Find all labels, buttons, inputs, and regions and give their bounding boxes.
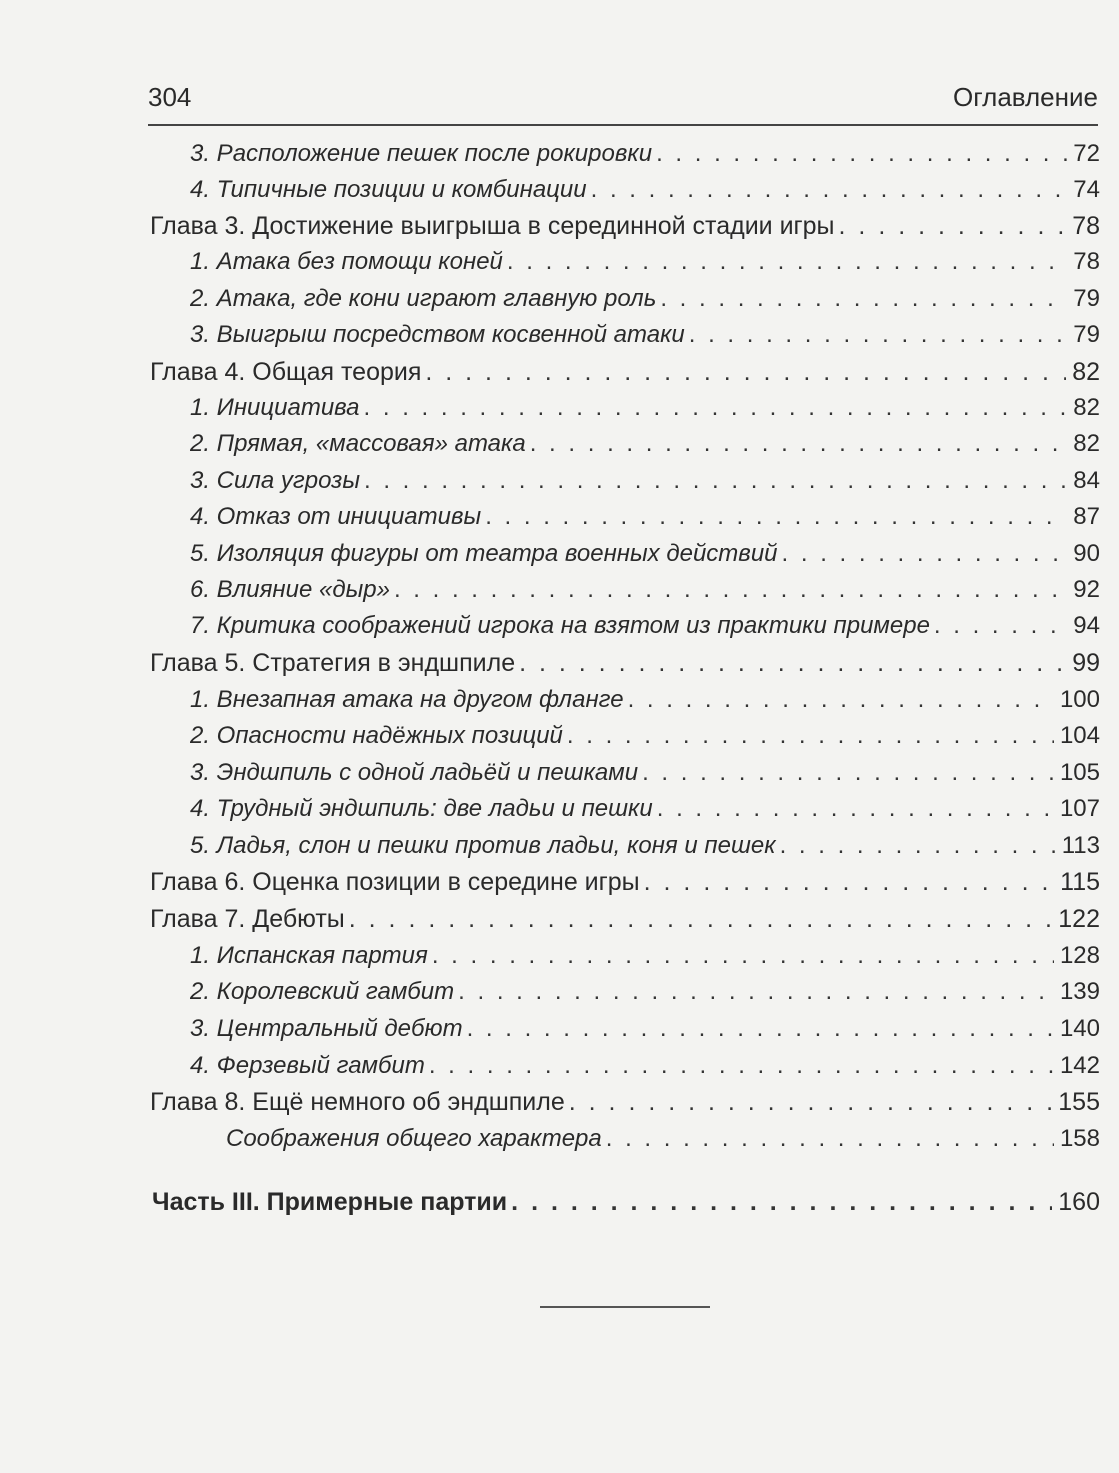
dot-leader xyxy=(780,832,1056,860)
toc-entry-page: 115 xyxy=(1060,868,1100,896)
toc-entry-title: 3. Выигрыш посредством косвенной атаки xyxy=(190,321,685,348)
dot-leader xyxy=(429,1052,1054,1080)
dot-leader xyxy=(394,576,1067,604)
toc-entry xyxy=(150,649,1100,685)
toc-entry-title: 7. Критика соображений игрока на взятом из практики примере xyxy=(190,612,930,639)
toc-entry xyxy=(190,140,1100,176)
dot-leader xyxy=(425,358,1066,387)
toc-entry-title: 1. Испанская партия xyxy=(190,942,428,969)
toc-entry xyxy=(190,1052,1100,1088)
dot-leader xyxy=(567,722,1054,750)
toc-entry xyxy=(190,942,1100,978)
toc-entry xyxy=(190,430,1100,466)
toc-entry-title: 4. Типичные позиции и комбинации xyxy=(190,176,587,203)
toc-entry-title: 3. Эндшпиль с одной ладьёй и пешками xyxy=(190,759,639,786)
toc-entry-page: 158 xyxy=(1059,1125,1100,1152)
dot-leader xyxy=(364,467,1067,495)
toc-entry-page: 78 xyxy=(1072,212,1100,240)
toc-entry-page: 140 xyxy=(1059,1015,1100,1042)
toc-entry-title: Глава 5. Стратегия в эндшпиле xyxy=(150,649,516,677)
toc-entry-title: 6. Влияние «дыр» xyxy=(190,576,390,603)
toc-entry-title: 2. Прямая, «массовая» атака xyxy=(190,430,526,457)
dot-leader xyxy=(507,248,1067,276)
toc-entry-title: Глава 8. Ещё немного об эндшпиле xyxy=(150,1088,565,1116)
toc-entry xyxy=(190,759,1100,795)
toc-entry-title: 4. Ферзевый гамбит xyxy=(190,1052,425,1079)
toc-entry-page: 142 xyxy=(1059,1052,1100,1079)
toc-entry xyxy=(190,503,1100,539)
toc-entry-title: 1. Внезапная атака на другом фланге xyxy=(190,686,624,713)
toc-entry-page: 128 xyxy=(1059,942,1100,969)
page-number: 304 xyxy=(148,82,192,112)
toc-entry-title: 5. Изоляция фигуры от театра военных действий xyxy=(190,540,778,567)
toc-entry-page: 155 xyxy=(1058,1088,1100,1116)
dot-leader xyxy=(467,1015,1054,1043)
toc-entry-page: 100 xyxy=(1059,686,1100,713)
toc-entry-page: 87 xyxy=(1073,503,1100,530)
toc-entry-title: Соображения общего характера xyxy=(226,1125,602,1152)
dot-leader xyxy=(656,140,1067,168)
toc-entry-page: 113 xyxy=(1061,832,1100,859)
toc-entry-page: 139 xyxy=(1059,978,1100,1005)
toc-entry-page: 78 xyxy=(1073,248,1100,275)
header-rule xyxy=(148,124,1098,126)
toc-entry xyxy=(190,686,1100,722)
toc-entry-page: 122 xyxy=(1058,905,1100,933)
dot-leader xyxy=(458,978,1054,1006)
toc-entry xyxy=(150,358,1100,394)
toc-entry xyxy=(152,1188,1100,1224)
dot-leader xyxy=(364,394,1068,422)
dot-leader xyxy=(644,868,1055,897)
toc-entry xyxy=(150,905,1100,941)
toc-entry-title: 4. Отказ от инициативы xyxy=(190,503,482,530)
toc-entry-title: Глава 7. Дебюты xyxy=(150,905,345,933)
toc-entry xyxy=(190,321,1100,357)
toc-entry-title: 3. Центральный дебют xyxy=(190,1015,463,1042)
toc-entry-page: 90 xyxy=(1073,540,1100,567)
toc-entry-page: 82 xyxy=(1072,358,1100,386)
toc-entry xyxy=(150,1088,1100,1124)
dot-leader xyxy=(530,430,1068,458)
dot-leader xyxy=(642,759,1054,787)
toc-entry-page: 82 xyxy=(1073,394,1100,421)
toc-entry-page: 99 xyxy=(1072,649,1100,677)
footer-rule xyxy=(540,1306,710,1308)
toc-entry-page: 104 xyxy=(1059,722,1100,749)
dot-leader xyxy=(569,1088,1053,1117)
toc-entry-title: Глава 3. Достижение выигрыша в серединной стадии игры xyxy=(150,212,835,240)
toc-entry xyxy=(190,1015,1100,1051)
toc-entry-title: 2. Опасности надёжных позиций xyxy=(190,722,563,749)
toc-entry-title: 2. Атака, где кони играют главную роль xyxy=(190,285,657,312)
dot-leader xyxy=(782,540,1068,568)
toc-entry-title: 3. Расположение пешек после рокировки xyxy=(190,140,653,167)
toc-entry xyxy=(190,176,1100,212)
toc-entry xyxy=(190,978,1100,1014)
toc-entry-title: Глава 4. Общая теория xyxy=(150,358,422,386)
toc-entry-title: 1. Инициатива xyxy=(190,394,360,421)
toc-entry xyxy=(150,868,1100,904)
dot-leader xyxy=(511,1188,1052,1217)
dot-leader xyxy=(689,321,1068,349)
toc-entry xyxy=(190,576,1100,612)
toc-entry-page: 79 xyxy=(1073,321,1100,348)
dot-leader xyxy=(485,503,1067,531)
toc-entry-page: 160 xyxy=(1058,1188,1100,1216)
toc-entry-page: 107 xyxy=(1059,795,1100,822)
toc-entry-title: 3. Сила угрозы xyxy=(190,467,360,494)
toc-entry xyxy=(190,467,1100,503)
toc-entry-page: 74 xyxy=(1073,176,1100,203)
toc-entry xyxy=(190,248,1100,284)
dot-leader xyxy=(839,212,1067,241)
toc-entry-page: 92 xyxy=(1073,576,1100,603)
toc-entry xyxy=(226,1125,1100,1161)
toc-entry-title: Часть III. Примерные партии xyxy=(152,1188,508,1216)
toc-entry-page: 79 xyxy=(1073,285,1100,312)
toc-entry xyxy=(190,394,1100,430)
toc-entry-page: 82 xyxy=(1073,430,1100,457)
toc-entry-title: Глава 6. Оценка позиции в середине игры xyxy=(150,868,640,896)
toc-entry xyxy=(190,540,1100,576)
running-title: Оглавление xyxy=(953,82,1098,112)
toc-entry xyxy=(150,212,1100,248)
dot-leader xyxy=(519,649,1066,678)
dot-leader xyxy=(432,942,1054,970)
page-header xyxy=(148,82,1098,116)
toc-entry-title: 2. Королевский гамбит xyxy=(190,978,455,1005)
toc-entry-title: 1. Атака без помощи коней xyxy=(190,248,503,275)
toc-entry xyxy=(190,285,1100,321)
toc-entry xyxy=(190,722,1100,758)
dot-leader xyxy=(349,905,1053,934)
toc-entry-page: 72 xyxy=(1073,140,1100,167)
toc-entry-page: 84 xyxy=(1073,467,1100,494)
toc-entry xyxy=(190,832,1100,868)
toc-entry-title: 4. Трудный эндшпиль: две ладьи и пешки xyxy=(190,795,653,822)
toc-entry xyxy=(190,795,1100,831)
dot-leader xyxy=(657,795,1054,823)
toc-entry-page: 105 xyxy=(1059,759,1100,786)
dot-leader xyxy=(628,686,1054,714)
toc-entry-page: 94 xyxy=(1073,612,1100,639)
toc-entry-title: 5. Ладья, слон и пешки против ладьи, коня и пешек xyxy=(190,832,776,859)
dot-leader xyxy=(660,285,1067,313)
dot-leader xyxy=(934,612,1067,640)
toc-entry xyxy=(190,612,1100,648)
dot-leader xyxy=(606,1125,1054,1153)
dot-leader xyxy=(591,176,1068,204)
